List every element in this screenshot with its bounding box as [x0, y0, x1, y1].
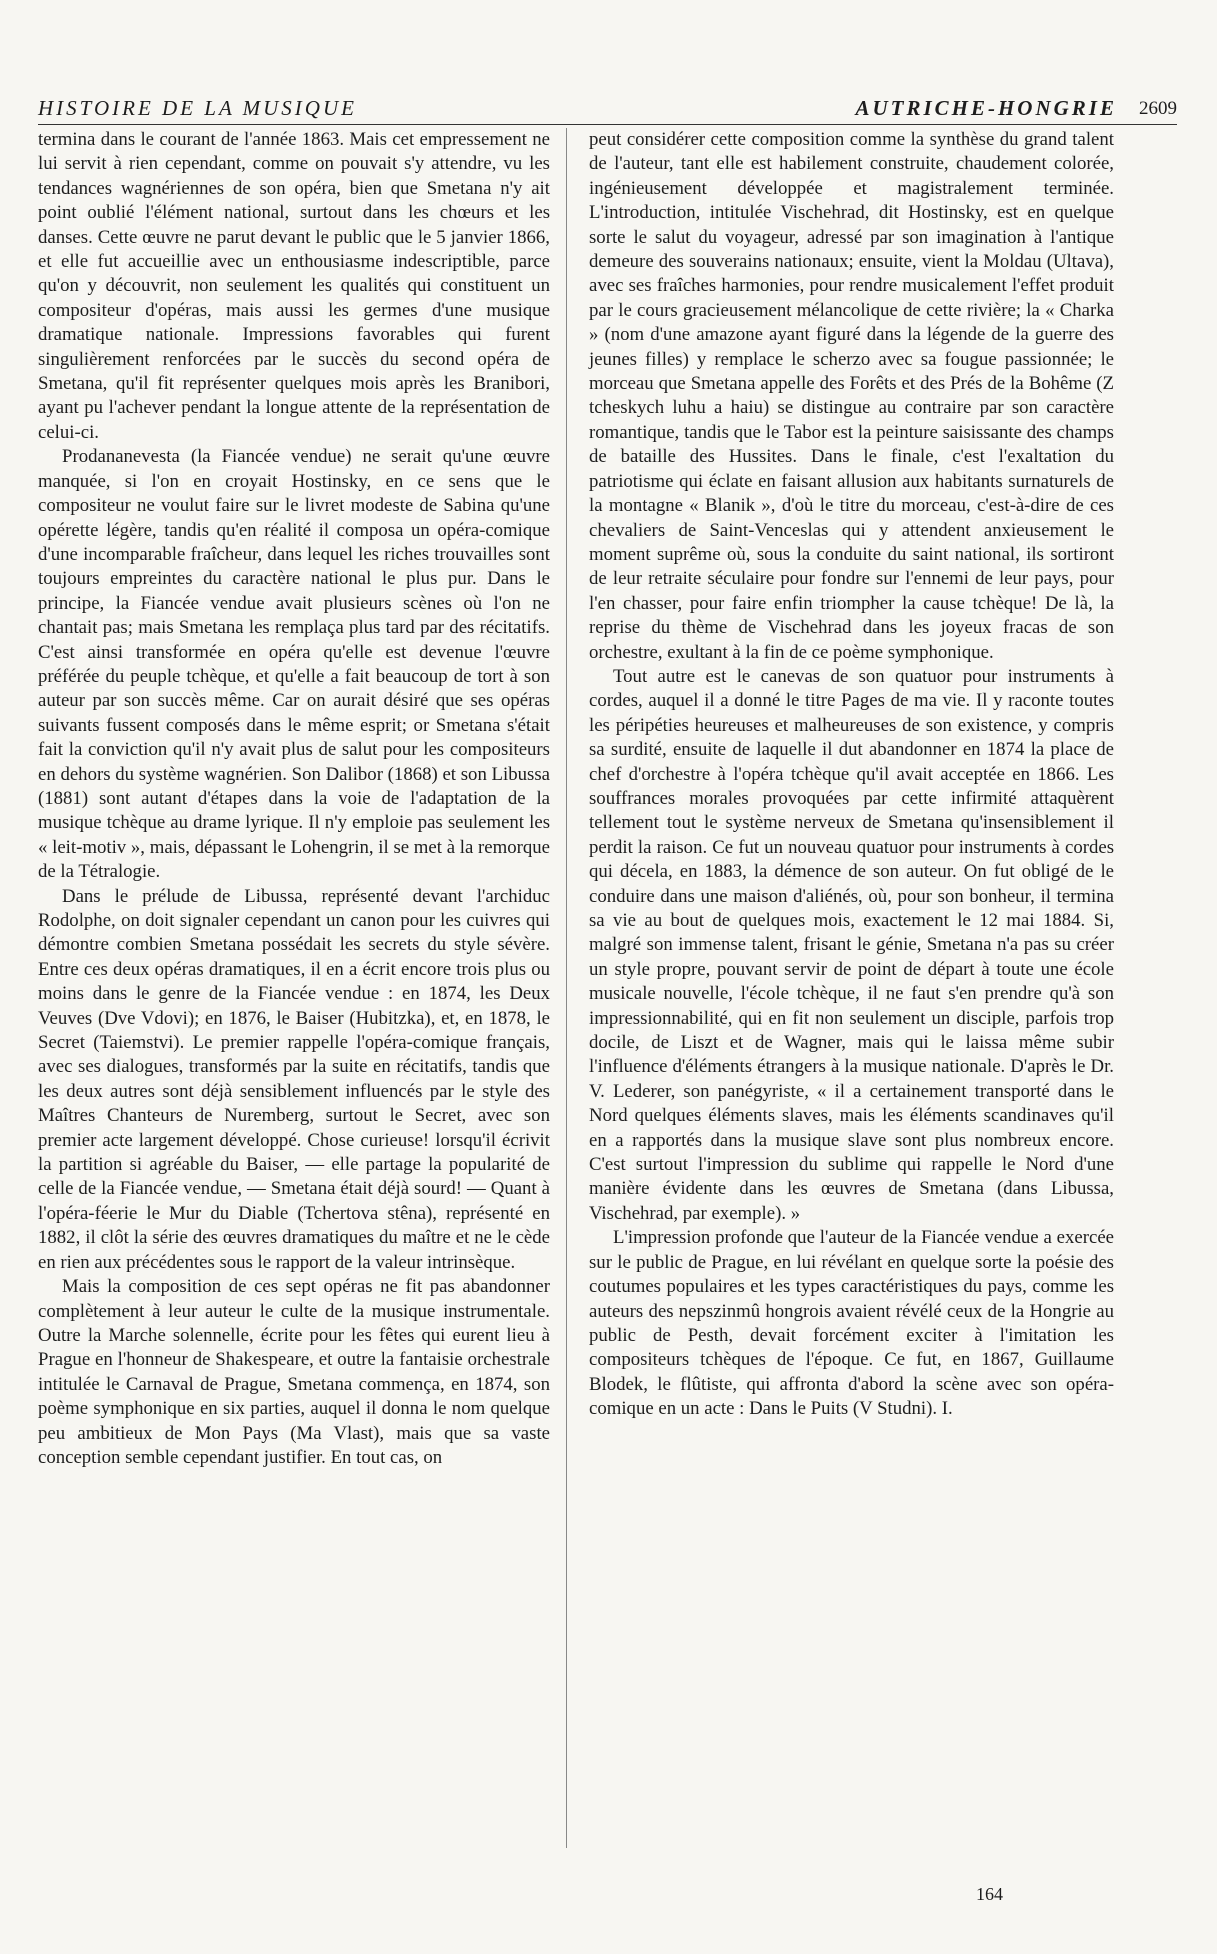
- paragraph: termina dans le courant de l'année 1863. Mais cet empressement ne lui servit à rien cependant, comme on pouvait s'y attendre, vu les tendances wagnériennes de son opéra, bien que Smetana n'y ait point oublié l'élément national, surtout dans les chœurs et les danses. Cette œuvre ne parut devant le public que le 5 janvier 1866, et elle fut accueillie avec un enthousiasme indescriptible, parce qu'on y découvrit, non seulement les qualités qui constituent un compositeur d'opéras, mais aussi les germes d'une musique dramatique nationale. Impressions favorables qui furent singulièrement renforcées par le succès du second opéra de Smetana, qu'il fit représenter quelques mois après les Branibori, ayant pu l'achever pendant la longue attente de la représentation de celui-ci.: [38, 129, 550, 443]
- folio-number: 164: [976, 1884, 1003, 1904]
- paragraph: peut considérer cette composition comme la synthèse du grand talent de l'auteur, tant elle est habilement construite, chaudement colorée, ingénieusement développée et magistralement terminée. L'introduction, intitulée Vischehrad, dit Hostinsky, est en quelque sorte le salut du voyageur, adressé par son imagination à l'antique demeure des souverains nationaux; ensuite, vient la Moldau (Ultava), avec ses fraîches harmonies, pour rendre musicalement l'effet produit par le cours gracieusement mélancolique de cette rivière; la « Charka » (nom d'une amazone ayant figuré dans la légende de la guerre des jeunes filles) y remplace le scherzo avec sa fougue passionnée; le morceau que Smetana appelle des Forêts et des Prés de la Bohême (Z tcheskych luhu a haiu) se distingue au contraire par son caractère romantique, tandis que le Tabor est la peinture saisissante des champs de bataille des Hussites. Dans le finale, c'est l'exaltation du patriotisme qui éclate en faisant allusion aux habitants surnaturels de la montagne « Blanik », d'où le titre du morceau, c'est-à-dire de ces chevaliers de Saint-Venceslas qui y attendent anxieusement le moment suprême où, sous la conduite du saint national, ils sortiront de leur retraite séculaire pour fondre sur l'ennemi de leur pays, pour l'en chasser, pour faire enfin triompher la cause tchèque! De là, la reprise du thème de Vischehrad dans les joyeux fracas de son orchestre, exultant à la fin de ce poème symphonique.: [589, 129, 1114, 663]
- paragraph: Mais la composition de ces sept opéras ne fit pas abandonner complètement à leur auteur le culte de la musique instrumentale. Outre la Marche solennelle, écrite pour les fêtes qui eurent lieu à Prague en l'honneur de Shakespeare, et outre la fantaisie orchestrale intitulée le Carnaval de Prague, Smetana commença, en 1874, son poème symphonique en six parties, auquel il donna le nom quelque peu ambitieux de Mon Pays (Ma Vlast), mais que sa vaste conception semble cependant justifier. En tout cas, on: [38, 1276, 550, 1468]
- header-left-title: HISTOIRE DE LA MUSIQUE: [38, 96, 357, 120]
- running-header: [38, 96, 1177, 124]
- header-right-title: AUTRICHE-HONGRIE: [855, 96, 1117, 120]
- paragraph: Prodananevesta (la Fiancée vendue) ne serait qu'une œuvre manquée, si l'on en croyait Hostinsky, en ce sens que le compositeur ne voulut faire sur le livret modeste de Sabina qu'une opérette légère, tandis qu'en réalité il composa un opéra-comique d'une incomparable fraîcheur, dans lequel les riches trouvailles sont toujours empreintes du caractère national le plus pur. Dans le principe, la Fiancée vendue avait plusieurs scènes où l'on ne chantait pas; mais Smetana les remplaça plus tard par des récitatifs. C'est ainsi transformée en opéra qu'elle est devenue l'œuvre préférée du peuple tchèque, et qu'elle a fait beaucoup de tort à son auteur par son succès même. Car on aurait désiré que ses opéras suivants fussent composés dans le même esprit; or Smetana s'était fait la conviction qu'il n'y avait plus de salut pour les compositeurs en dehors du système wagnérien. Son Dalibor (1868) et son Libussa (1881) sont autant d'étapes dans la voie de l'adaptation de la musique tchèque au drame lyrique. Il n'y emploie pas seulement les « leit-motiv », mais, dépassant le Lohengrin, il se met à la remorque de la Tétralogie.: [38, 446, 550, 883]
- right-column: [589, 128, 1114, 1422]
- header-rule: [38, 124, 1177, 125]
- page-number: 2609: [1139, 98, 1177, 119]
- paragraph: Dans le prélude de Libussa, représenté devant l'archiduc Rodolphe, on doit signaler cependant un canon pour les cuivres qui démontre combien Smetana possédait les secrets du style sévère. Entre ces deux opéras dramatiques, il en a écrit encore trois plus ou moins dans le genre de la Fiancée vendue : en 1874, les Deux Veuves (Dve Vdovi); en 1876, le Baiser (Hubitzka), et, en 1878, le Secret (Taiemstvi). Le premier rappelle l'opéra-comique français, avec ses dialogues, transformés par la suite en récitatifs, tandis que les deux autres sont déjà sensiblement influencés par le style des Maîtres Chanteurs de Nuremberg, surtout le Secret, avec son premier acte largement développé. Chose curieuse! lorsqu'il écrivit la partition si agréable du Baiser, — elle partage la popularité de celle de la Fiancée vendue, — Smetana était déjà sourd! — Quant à l'opéra-féerie le Mur du Diable (Tchertova stêna), représenté en 1882, il clôt la série des œuvres dramatiques du maître et ne le cède en rien aux précédentes sous le rapport de la valeur intrinsèque.: [38, 885, 550, 1273]
- paragraph: Tout autre est le canevas de son quatuor pour instruments à cordes, auquel il a donné le titre Pages de ma vie. Il y raconte toutes les péripéties heureuses et malheureuses de son existence, y compris sa surdité, ensuite de laquelle il dut abandonner en 1874 la place de chef d'orchestre à l'opéra tchèque qu'il avait acceptée en 1866. Les souffrances morales provoquées par cette infirmité attaquèrent tellement tout le système nerveux de Smetana qu'insensiblement il perdit la raison. Ce fut un nouveau quatuor pour instruments à cordes qui décela, en 1883, la démence de son auteur. On fut obligé de le conduire dans une maison d'aliénés, où, pour son bonheur, il termina sa vie au bout de quelques mois, exactement le 12 mai 1884. Si, malgré son immense talent, frisant le génie, Smetana n'a pas su créer un style propre, pouvant servir de point de départ à toute une école musicale nouvelle, l'école tchèque, il ne faut s'en prendre qu'à son impressionnabilité, qui en fit non seulement un disciple, parfois trop docile, de Liszt et de Wagner, mais qui le laissa même subir l'influence d'éléments étrangers à la musique nationale. D'après le Dr. V. Lederer, son panégyriste, « il a certainement transporté dans le Nord quelques éléments slaves, mais les éléments scandinaves qu'il en a rapportés dans la musique slave sont plus nombreux encore. C'est surtout l'impression du sublime qui rappelle le Nord d'une manière évidente dans les œuvres de Smetana (dans Libussa, Vischehrad, par exemple). »: [589, 665, 1114, 1224]
- column-divider: [566, 128, 567, 1848]
- left-column: [38, 128, 550, 1470]
- paragraph: L'impression profonde que l'auteur de la Fiancée vendue a exercée sur le public de Prague, en lui révélant en quelque sorte la poésie des coutumes populaires et les types caractéristiques du pays, comme les auteurs des nepszinmû hongrois avaient révélé ceux de la Hongrie au public de Pesth, devait forcément exciter à l'imitation les compositeurs tchèques de l'époque. Ce fut, en 1867, Guillaume Blodek, le flûtiste, qui affronta d'abord la scène avec son opéra-comique en un acte : Dans le Puits (V Studni). I.: [589, 1227, 1114, 1420]
